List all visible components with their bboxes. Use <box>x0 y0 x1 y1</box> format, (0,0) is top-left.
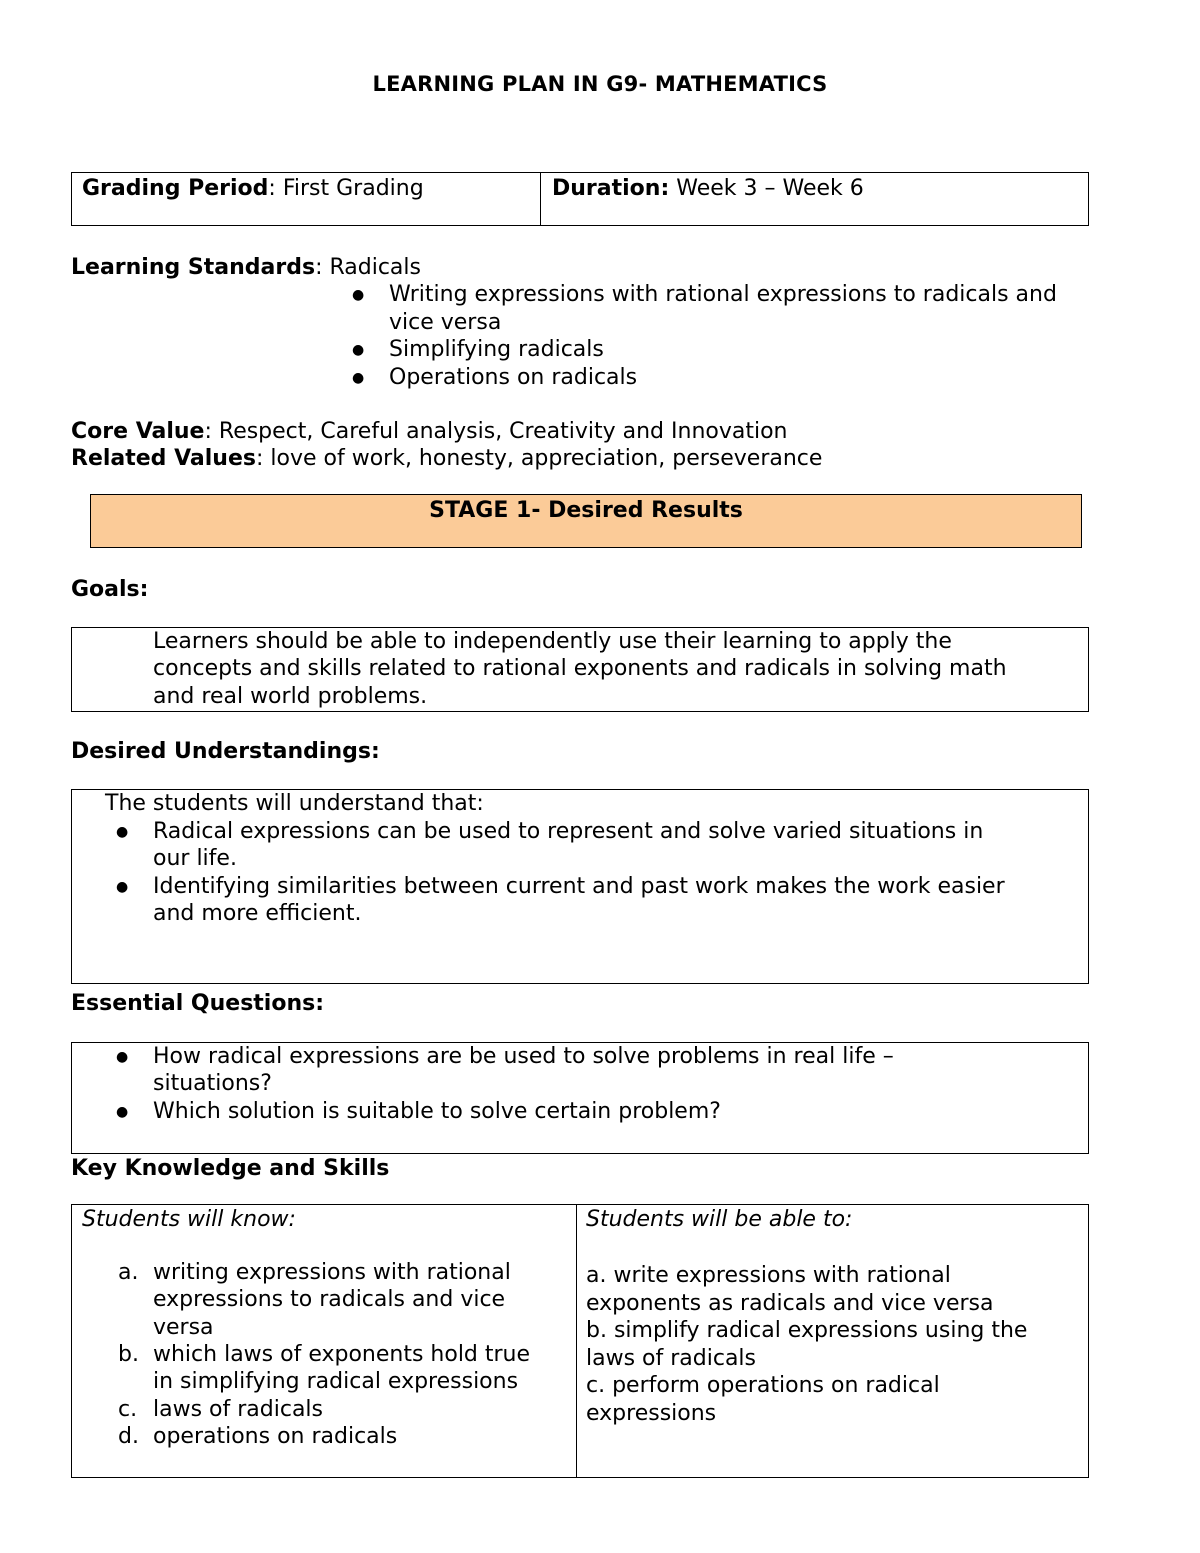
core-value: Core Value: Respect, Careful analysis, Creativity and Innovation <box>71 419 788 444</box>
bullet-icon: ● <box>352 370 365 386</box>
page-title: LEARNING PLAN IN G9- MATHEMATICS <box>372 72 828 96</box>
know-marker: a. <box>118 1260 139 1285</box>
header-table <box>71 172 1089 226</box>
know-line: operations on radicals <box>153 1424 398 1449</box>
know-line: laws of radicals <box>153 1397 323 1422</box>
questions-heading: Essential Questions: <box>71 991 325 1016</box>
skills-heading: Key Knowledge and Skills <box>71 1156 390 1181</box>
question-line: Which solution is suitable to solve certain problem? <box>153 1099 721 1124</box>
able-line: b. simplify radical expressions using the <box>586 1318 1028 1343</box>
able-heading: Students will be able to: <box>586 1207 853 1232</box>
understandings-line: our life. <box>153 846 237 871</box>
goals-line: concepts and skills related to rational exponents and radicals in solving math <box>153 656 1007 681</box>
standard-item: vice versa <box>389 310 502 335</box>
grading-period: Grading Period: First Grading <box>82 176 424 201</box>
know-line: expressions to radicals and vice <box>153 1287 506 1312</box>
able-line: c. perform operations on radical <box>586 1373 940 1398</box>
understandings-box <box>71 789 1089 984</box>
understandings-line: Radical expressions can be used to represent and solve varied situations in <box>153 819 984 844</box>
bullet-icon: ● <box>352 287 365 303</box>
stage-heading <box>90 494 1082 548</box>
able-line: expressions <box>586 1401 717 1426</box>
bullet-icon: ● <box>116 1049 129 1065</box>
know-line: which laws of exponents hold true <box>153 1342 531 1367</box>
understandings-line: and more efficient. <box>153 901 362 926</box>
standard-item: Simplifying radicals <box>389 337 604 362</box>
bullet-icon: ● <box>116 1104 129 1120</box>
know-heading: Students will know: <box>82 1207 296 1232</box>
goals-box <box>71 627 1089 712</box>
question-line: situations? <box>153 1071 272 1096</box>
goals-heading: Goals: <box>71 577 149 602</box>
able-line: exponents as radicals and vice versa <box>586 1291 994 1316</box>
standard-item: Operations on radicals <box>389 365 638 390</box>
understandings-heading: Desired Understandings: <box>71 739 380 764</box>
know-marker: c. <box>118 1397 138 1422</box>
know-marker: d. <box>118 1424 139 1449</box>
know-line: writing expressions with rational <box>153 1260 511 1285</box>
bullet-icon: ● <box>116 879 129 895</box>
stage-heading-text: STAGE 1- Desired Results <box>429 498 743 523</box>
know-line: versa <box>153 1315 214 1340</box>
bullet-icon: ● <box>352 342 365 358</box>
question-line: How radical expressions are be used to solve problems in real life – <box>153 1044 894 1069</box>
understandings-intro: The students will understand that: <box>105 791 484 816</box>
able-line: laws of radicals <box>586 1346 756 1371</box>
skills-table <box>71 1204 1089 1478</box>
learning-standards: Learning Standards: Radicals <box>71 255 421 280</box>
understandings-line: Identifying similarities between current and past work makes the work easier <box>153 874 1005 899</box>
able-line: a. write expressions with rational <box>586 1263 951 1288</box>
questions-box <box>71 1042 1089 1154</box>
standard-item: Writing expressions with rational expressions to radicals and <box>389 282 1057 307</box>
goals-line: Learners should be able to independently use their learning to apply the <box>153 629 952 654</box>
bullet-icon: ● <box>116 824 129 840</box>
duration: Duration: Week 3 – Week 6 <box>552 176 864 201</box>
know-line: in simplifying radical expressions <box>153 1369 519 1394</box>
know-marker: b. <box>118 1342 139 1367</box>
related-values: Related Values: love of work, honesty, appreciation, perseverance <box>71 446 823 471</box>
goals-line: and real world problems. <box>153 684 428 709</box>
